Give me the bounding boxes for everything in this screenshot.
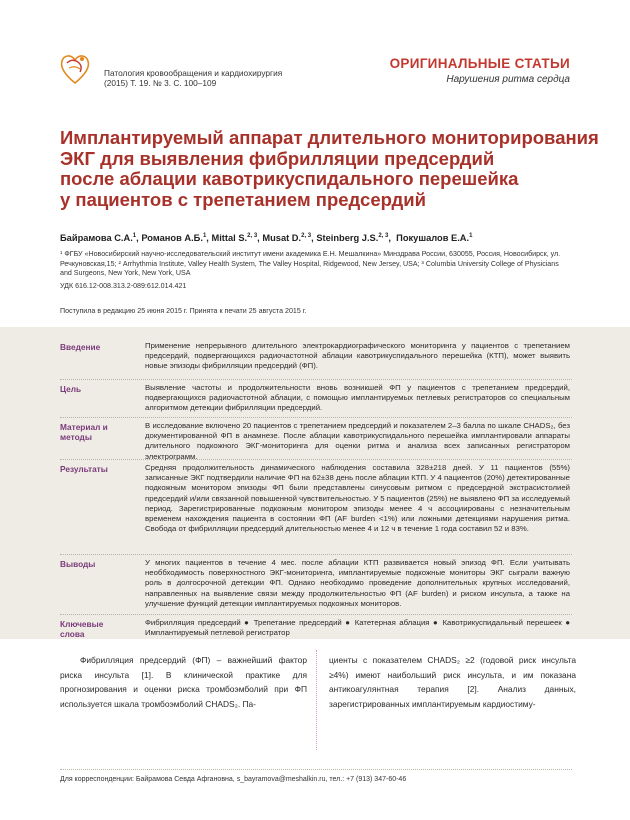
- abstract-section: [60, 614, 572, 639]
- footer-divider: [60, 769, 572, 770]
- author: Романов А.Б.: [141, 233, 203, 244]
- article-title: [60, 127, 599, 210]
- journal-citation: (2015) Т. 19. № 3. С. 100–109: [104, 78, 217, 88]
- body-column-right: циенты с показателем CHADS₂ ≥2 (годовой риск инсульта ≥4%) имеют наибольший риск инсульта, и им показана антикоагулянтная терапия [2]. Анализ данных, зарегистрированных имплантируемым кардиостиму-: [329, 655, 576, 710]
- journal-logo-icon: [58, 50, 92, 86]
- abstract-text: Средняя продолжительность динамического наблюдения составила 328±218 дней. У 11 пациентов (55%) записанные ЭКГ подтвердили наличие ФП на 62±38 день после аблации КТП. У 4 пациентов (20%) детектированные подкожным монитором эпизоды ФП были представлены синусовым ритмом с предсердной экстрасистолией предсердий и/или связанной повышенной чувствительностью. У 5 пациентов (25%) не выявлено ФП за исследуемый период. Зарегистрированные подкожным монитором эпизоды менее 4 ч ассоциированы с незначительным временем нахождения пациента в состоянии ФП (AF burden <1%) или ложными детекциями нарушения ритма. Свобода от фибрилляции предсердий длительностью менее 4 и 12 ч в течение 1 года составил 52 и 83%.: [145, 463, 570, 534]
- correspondence-footer: Для корреспонденции: Байрамова Севда Афгановна, s_bayramova@meshalkin.ru, тел.: +7 (913) 347-60-46: [60, 776, 407, 783]
- column-divider: [316, 650, 318, 750]
- abstract-box: [0, 327, 630, 639]
- abstract-section: [60, 417, 572, 460]
- abstract-label: Выводы: [60, 559, 96, 569]
- title-line: Имплантируемый аппарат длительного мониторирования: [60, 127, 599, 148]
- section-title: ОРИГИНАЛЬНЫЕ СТАТЬИ: [389, 56, 570, 71]
- abstract-label: Цель: [60, 384, 82, 394]
- abstract-label: Материал и методы: [60, 422, 108, 442]
- title-line: ЭКГ для выявления фибрилляции предсердий: [60, 147, 495, 169]
- abstract-label: Результаты: [60, 464, 108, 474]
- author-affiliation: 1: [469, 233, 473, 239]
- title-line: у пациентов с трепетанием предсердий: [60, 188, 426, 210]
- author-affiliation: 1: [202, 233, 207, 239]
- body-column-left: Фибрилляция предсердий (ФП) – важнейший фактор риска инсульта [1]. В клинической практике для прогнозирования и оценки риска тромбоэмболий при ФП используется шкала тромбоэмболий CHADS₂. Па-: [60, 655, 307, 710]
- abstract-section: [60, 379, 572, 418]
- abstract-text: Фибрилляция предсердий ● Трепетание предсердий ● Катетерная аблация ● Кавотрикуспидальный перешеек ● Имплантируемый петлевой регистратор: [145, 618, 570, 638]
- received-dates: Поступила в редакцию 25 июня 2015 г. Принята к печати 25 августа 2015 г.: [60, 307, 307, 315]
- author: Mittal S.: [211, 233, 248, 244]
- author: Байрамова С.А.: [60, 233, 133, 244]
- author-affiliation: 2, 3: [301, 233, 312, 239]
- affiliations: ¹ ФГБУ «Новосибирский научно-исследовательский институт имени академика Е.Н. Мешалкина» Минздрава России, 630055, Россия, Новосибирск, ул. Речкуновская,15; ² Arrhythmia Institute, Valley Health System, The Valley Hospital, Ridgewood, New Jersey, USA; ³ Columbia University College of Physicians and Surgeons, New York, New York, USA: [60, 250, 561, 278]
- journal-name: Патология кровообращения и кардиохирургия: [104, 68, 283, 78]
- author-affiliation: 2, 3: [378, 233, 389, 239]
- abstract-text: В исследование включено 20 пациентов с трепетанием предсердий и показателем 2–3 балла по шкале CHADS₂, без документированной ФП в анамнезе. После аблации кавотрикуспидального перешейка имплантировали аппараты длительного подкожного ЭКГ-мониторинга для оценки ритма и анализа всех записанных регистратором электрограмм.: [145, 421, 570, 461]
- title-line: после аблации кавотрикуспидального перешейка: [60, 168, 519, 189]
- abstract-text: Применение непрерывного длительного электрокардиографического мониторинга у пациентов с трепетанием предсердий, подвергающихся радиочастотной аблации кавотрикуспидального перешейка (КТП), может выявить новые эпизоды фибрилляции предсердий (ФП).: [145, 341, 570, 371]
- abstract-section: [60, 554, 572, 615]
- abstract-section: [60, 337, 572, 380]
- author: Steinberg J.S.: [316, 233, 379, 244]
- abstract-text: У многих пациентов в течение 4 мес. после аблации КТП развивается новый эпизод ФП. Если учитывать необбходимость поверхностного ЭКГ-мониторинга, имплантируемые подкожные мониторы ЭКГ сыграли важную роль в долгосрочной детекции ФП. Однако необходимо проведение дополнительных крупных исследований, направленных на выявление связи между продолжительностью ФП (AF burden) и риском инсульта, а также на улучшение функций детекции имплантируемых подкожных мониторов.: [145, 558, 570, 608]
- author-affiliation: 1: [132, 233, 137, 239]
- author-affiliation: 2, 3: [247, 233, 258, 239]
- abstract-label: Ключевые слова: [60, 619, 104, 639]
- journal-info: [104, 68, 282, 88]
- abstract-text: Выявление частоты и продолжительности вновь возникшей ФП у пациентов с трепетанием предсердий, подвергающихся радиочастотной аблации, с помощью имплантируемых петлевых регистраторов со специальным алгоритмом детекции фибрилляции предсердий.: [145, 383, 570, 413]
- author: Покушалов Е.А.: [396, 233, 470, 244]
- author: Musat D.: [262, 233, 302, 244]
- section-subtitle: Нарушения ритма сердца: [446, 74, 570, 85]
- authors-list: Байрамова С.А.$^1$, Романов А.Б.$^1$, Mittal S.$^{2, 3}$, Musat D.$^{2, 3}$, Steinberg J.S.$^{2, 3}$, Покушалов Е.А.$^1$: [60, 233, 473, 244]
- abstract-section: [60, 459, 572, 555]
- abstract-label: Введение: [60, 342, 101, 352]
- udk-code: УДК 616.12-008.313.2-089:612.014.421: [60, 282, 187, 290]
